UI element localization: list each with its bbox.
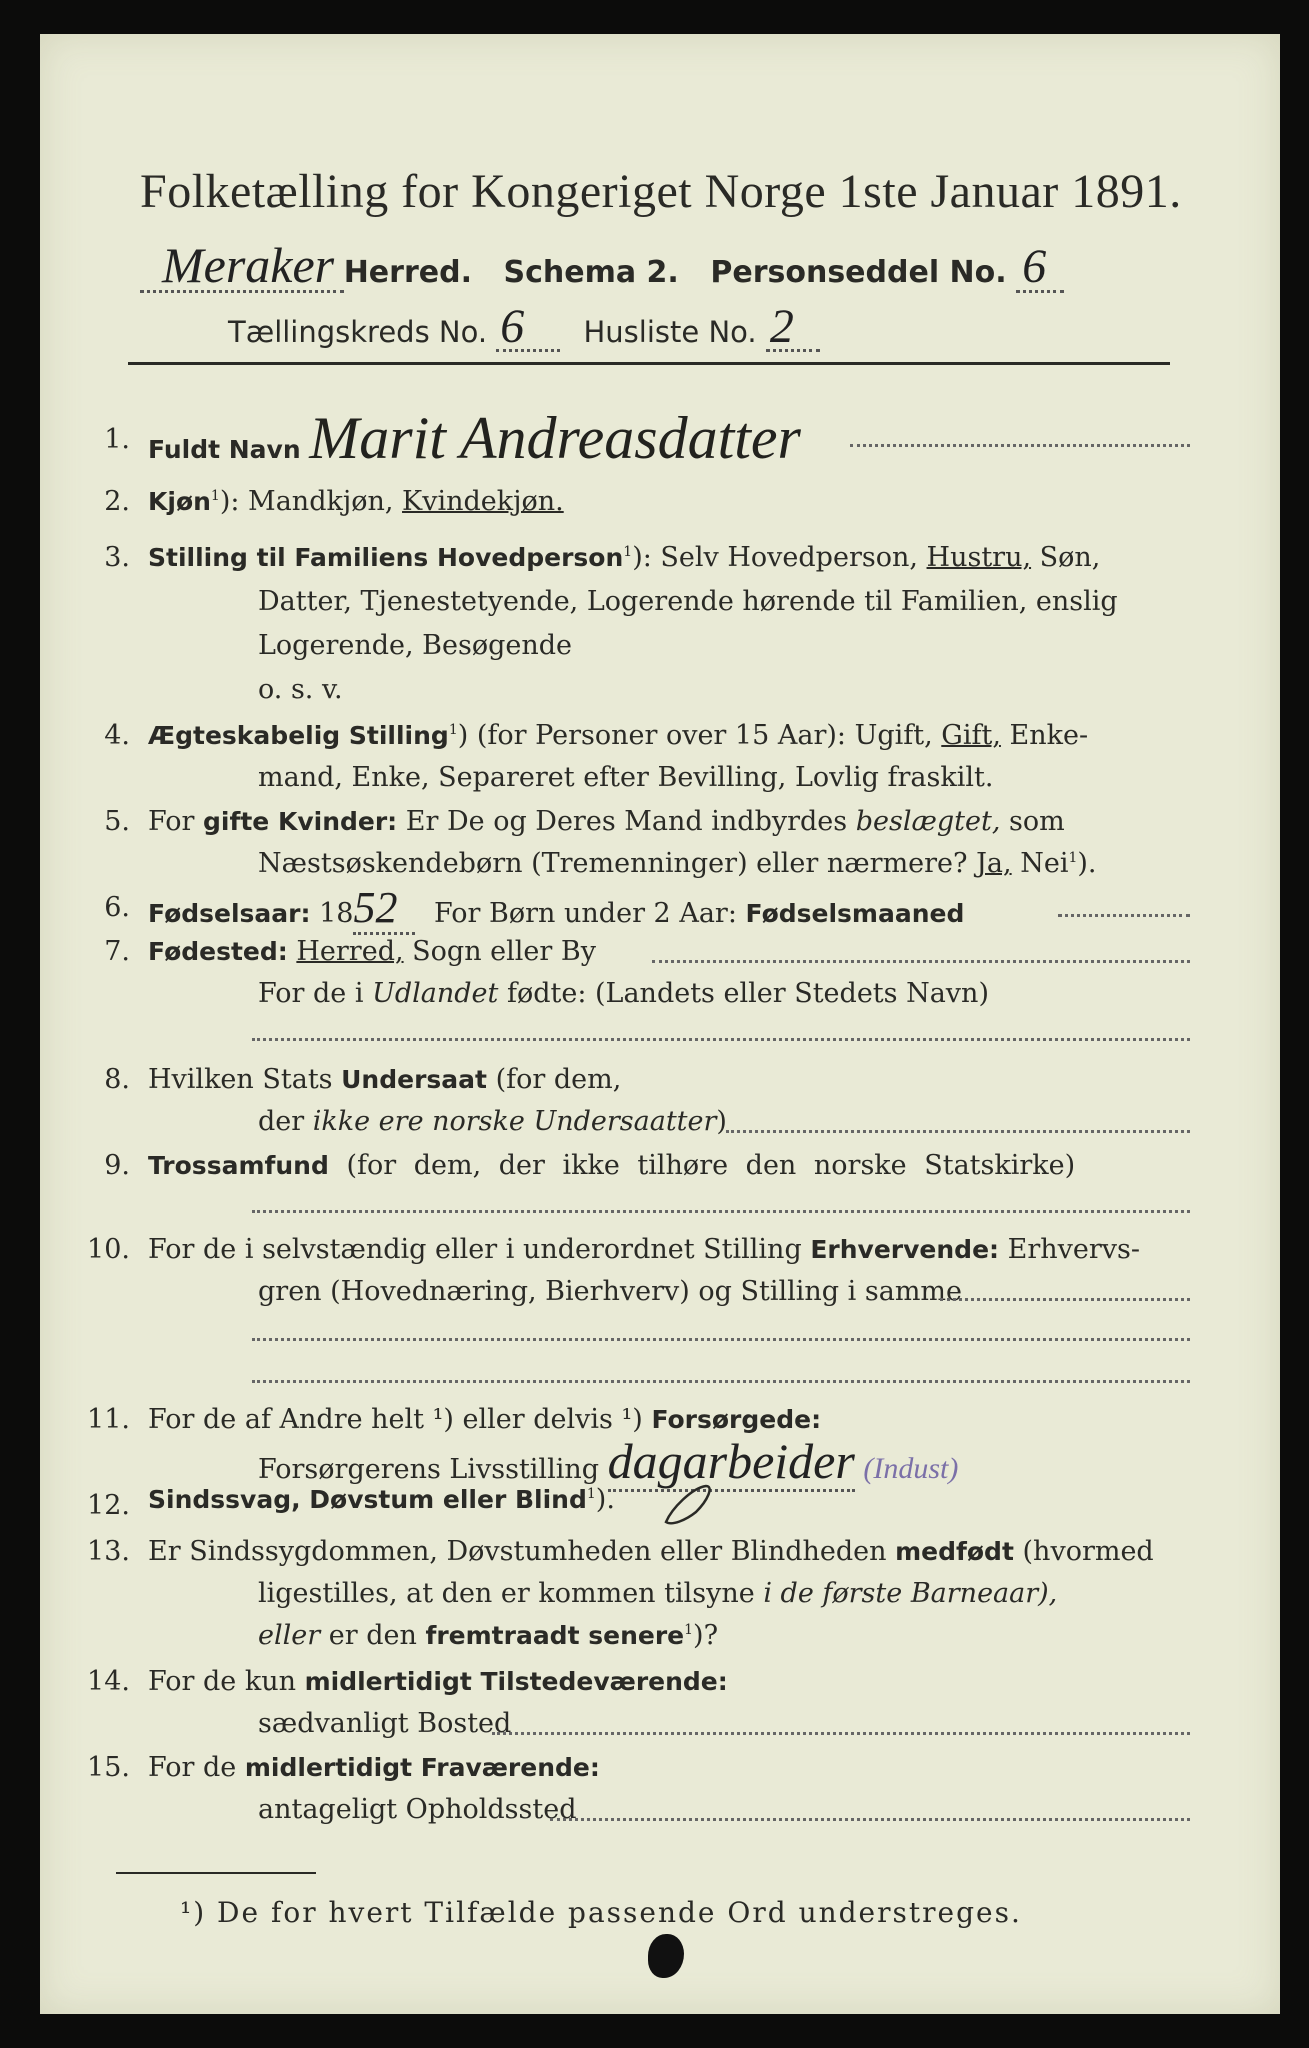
full-name-value: Marit Andreasdatter [309,405,801,471]
kreds-label: Tællingskreds No. [228,315,488,349]
item-7-birthplace: Fødested: Herred, Sogn eller By [148,936,596,967]
schema-label: Schema 2. [503,255,679,290]
citizenship-dotline [726,1130,1190,1133]
footnote: ¹) De for hvert Tilfælde passende Ord understreges. [180,1896,1022,1929]
municipality-handwritten: Meraker [162,237,335,293]
occupation-dotline-1 [940,1298,1190,1301]
item-14-temporary-present: For de kun midlertidigt Tilstedeværende: [148,1666,728,1697]
temporary-absent-label: midlertidigt Fraværende: [244,1753,600,1782]
personseddel-number: 6 [1022,240,1047,293]
full-name-dotline [850,444,1190,447]
married-women-label: gifte Kvinder: [203,807,398,836]
header-divider [128,362,1170,365]
item-number-10: 10. [87,1234,130,1265]
item-number-9: 9. [104,1150,130,1181]
religion-label: Trossamfund [148,1151,329,1180]
item-number-15: 15. [87,1752,130,1783]
item-3-family-position: Stilling til Familiens Hovedperson$^1$): Selv Hovedperson, Hustru, Søn, [148,542,1101,573]
marital-status-line-2: mand, Enke, Separeret efter Bevilling, Lovlig fraskilt. [258,762,994,793]
birthplace-dotline [652,960,1190,963]
marital-status-selected: Gift, [941,720,1001,751]
item-number-12: 12. [87,1490,130,1521]
item-5-married-women: For gifte Kvinder: Er De og Deres Mand indbyrdes beslægtet, som [148,806,1065,837]
item-number-3: 3. [104,542,130,573]
birthplace-selected: Herred, [296,936,404,967]
item-number-1: 1. [104,424,130,455]
provider-occupation-annotation: (Indust) [863,1452,959,1485]
form-title: Folketælling for Kongeriget Norge 1ste Januar 1891. [140,165,1182,218]
family-position-line-3: Logerende, Besøgende [258,630,572,661]
family-position-label: Stilling til Familiens Hovedperson [148,543,624,572]
birthplace-abroad-dotline [252,1038,1190,1041]
citizenship-line-2: der ikke ere norske Undersaatter) [258,1106,727,1137]
item-10-occupation: For de i selvstændig eller i underordnet Stilling Erhvervende: Erhvervs- [148,1234,1141,1265]
birth-month-label: Fødselsmaaned [745,899,965,928]
birthplace-label: Fødested: [148,937,288,966]
item-number-4: 4. [104,720,130,751]
item-number-7: 7. [104,936,130,967]
later-onset-label: fremtraadt senere [425,1621,685,1650]
full-name-label: Fuldt Navn [148,435,301,464]
item-number-14: 14. [87,1666,130,1697]
item-13-congenital: Er Sindssygdommen, Døvstumheden eller Blindheden medfødt (hvormed [148,1536,1154,1567]
husliste-label: Husliste No. [583,315,757,349]
husliste-number: 2 [769,300,794,353]
birth-year-value: 52 [353,883,415,935]
gender-selected: Kvindekjøn. [402,486,564,517]
item-1-full-name [148,404,801,473]
birth-month-dotline [1058,914,1190,917]
marital-status-label: Ægteskabelig Stilling [148,721,449,750]
item-12-disability: Sindssvag, Døvstum eller Blind$^1$). [148,1484,615,1515]
item-number-13: 13. [87,1536,130,1567]
citizenship-label: Undersaat [341,1065,487,1094]
married-women-line-2: Næstsøskendebørn (Tremenninger) eller nærmere? Ja, Nei$^1$). [258,848,1097,879]
herred-label: Herred. [343,255,472,290]
birth-year-label: Fødselsaar: [148,899,311,928]
disability-mark [658,1474,718,1534]
item-number-5: 5. [104,806,130,837]
item-number-11: 11. [87,1404,130,1435]
occupation-dotline-3 [252,1380,1190,1383]
supported-label: Forsørgede: [651,1405,822,1434]
item-6-birth-year: Fødselsaar: 1852 For Børn under 2 Aar: Fødselsmaaned [148,882,964,933]
family-position-selected: Hustru, [926,542,1032,573]
item-number-6: 6. [104,892,130,923]
gender-label: Kjøn [148,487,211,516]
item-2-gender: Kjøn$^1$): Mandkjøn, Kvindekjøn. [148,486,564,517]
occupation-line-2: gren (Hovednæring, Bierhverv) og Stilling i samme [258,1276,963,1307]
footnote-divider [116,1872,316,1874]
temporary-present-label: midlertidigt Tilstedeværende: [304,1667,728,1696]
congenital-label: medfødt [895,1537,1014,1566]
occupation-label: Erhvervende: [810,1235,1000,1264]
congenital-line-3: eller er den fremtraadt senere$^1$)? [258,1620,719,1651]
presumed-residence-dotline [550,1818,1190,1821]
ink-blot [648,1934,684,1978]
personseddel-label: Personseddel No. [710,255,1007,290]
usual-residence-dotline [492,1732,1190,1735]
item-15-temporary-absent: For de midlertidigt Fraværende: [148,1752,600,1783]
item-4-marital-status: Ægteskabelig Stilling$^1$) (for Personer over 15 Aar): Ugift, Gift, Enke- [148,720,1089,751]
header-line-kreds [228,299,820,354]
header-line-herred [140,236,1064,294]
temporary-absent-line-2: antageligt Opholdssted [258,1794,577,1825]
item-number-8: 8. [104,1064,130,1095]
gender-options: ): Mandkjøn, [219,486,394,517]
family-position-line-4: o. s. v. [258,674,343,705]
family-position-line-2: Datter, Tjenestetyende, Logerende hørende til Familien, enslig [258,586,1118,617]
temporary-present-line-2: sædvanligt Bosted [258,1708,512,1739]
religion-dotline [252,1210,1190,1213]
kreds-number: 6 [500,300,525,353]
supported-line-2: Forsørgerens Livsstilling dagarbeider (Indust) [258,1432,958,1490]
disability-label: Sindssvag, Døvstum eller Blind [148,1485,587,1514]
birthplace-line-2: For de i Udlandet fødte: (Landets eller Stedets Navn) [258,978,989,1009]
provider-occupation-value: dagarbeider [608,1433,855,1492]
congenital-line-2: ligestilles, at den er kommen tilsyne i de første Barneaar), [258,1578,1058,1609]
occupation-dotline-2 [252,1338,1190,1341]
item-8-citizenship: Hvilken Stats Undersaat (for dem, [148,1064,622,1095]
relation-selected: Ja, [976,848,1012,879]
item-number-2: 2. [104,486,130,517]
item-11-supported: For de af Andre helt ¹) eller delvis ¹) Forsørgede: [148,1404,822,1435]
census-form-page [40,34,1280,2014]
item-9-religion: Trossamfund (for dem, der ikke tilhøre den norske Statskirke) [148,1150,1076,1181]
